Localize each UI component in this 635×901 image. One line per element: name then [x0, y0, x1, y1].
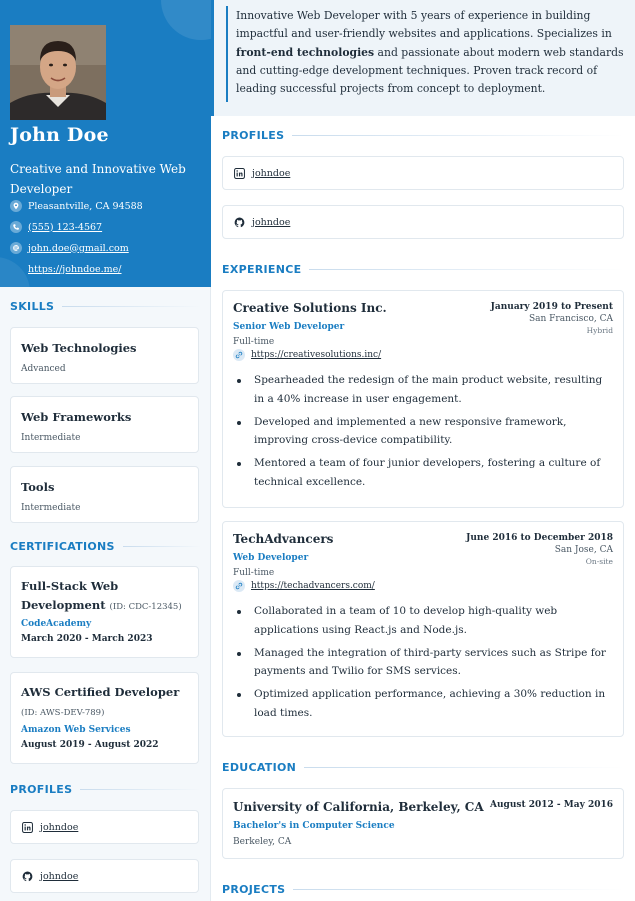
- avatar-photo: [10, 25, 106, 120]
- certification-dates: August 2019 - August 2022: [21, 740, 159, 750]
- skill-level: Intermediate: [21, 433, 81, 443]
- experience-highlights: [233, 371, 608, 496]
- experience-card: [222, 290, 624, 508]
- person-name: John Doe: [10, 124, 109, 146]
- experience-highlights: [233, 602, 608, 727]
- certification-id: (ID: CDC-12345): [109, 602, 182, 612]
- person-tagline: Creative and Innovative Web Developer: [10, 162, 186, 196]
- projects-section-title: [222, 883, 624, 896]
- profile-card-github[interactable]: [222, 205, 624, 239]
- divider: [293, 889, 624, 890]
- divider: [123, 546, 201, 547]
- experience-role: Senior Web Developer: [233, 322, 345, 332]
- summary-block: [211, 0, 635, 116]
- experience-role: Web Developer: [233, 553, 309, 563]
- experience-url: [233, 349, 381, 361]
- experience-company: Creative Solutions Inc.: [233, 301, 387, 315]
- avatar: [10, 25, 106, 120]
- summary-text-part: and passionate about modern web standards and cutting-edge development techniques. Proven track record of leading successful projects from concept to deployment.: [236, 45, 624, 96]
- website-link[interactable]: https://johndoe.me/: [28, 263, 122, 275]
- divider: [304, 767, 624, 768]
- certification-id: (ID: AWS-DEV-789): [21, 708, 105, 718]
- profiles-heading: PROFILES: [10, 783, 73, 796]
- certification-issuer: CodeAcademy: [21, 619, 92, 629]
- skills-section-title: [10, 300, 201, 313]
- profiles-heading: PROFILES: [222, 129, 285, 142]
- experience-card: [222, 521, 624, 737]
- profile-card-linkedin[interactable]: [222, 156, 624, 190]
- divider: [292, 135, 624, 136]
- github-username[interactable]: johndoe: [252, 216, 291, 228]
- summary-accent-bar: [226, 6, 228, 102]
- skill-name: Web Frameworks: [21, 410, 132, 424]
- certification-card: [10, 672, 199, 764]
- experience-meta: [466, 532, 613, 568]
- certification-title: [21, 683, 188, 723]
- education-school: University of California, Berkeley, CA: [233, 800, 484, 814]
- experience-dates: June 2016 to December 2018: [466, 533, 613, 543]
- list-item: Collaborated in a team of 10 to develop high-quality web applications using React.js and Node.js.: [233, 602, 608, 639]
- experience-url-link[interactable]: https://creativesolutions.inc/: [251, 350, 382, 360]
- experience-dates: January 2019 to Present: [490, 302, 613, 312]
- skill-card: [10, 396, 199, 453]
- skills-heading: SKILLS: [10, 300, 55, 313]
- main-profiles-section-title: [222, 129, 624, 142]
- experience-type: Full-time: [233, 568, 275, 578]
- certification-title: [21, 577, 188, 617]
- linkedin-username[interactable]: johndoe: [252, 167, 291, 179]
- experience-location: San Jose, CA: [554, 545, 613, 555]
- skill-card: [10, 466, 199, 523]
- linkedin-icon: [234, 168, 245, 179]
- sidebar-header: [0, 0, 211, 287]
- education-dates: August 2012 - May 2016: [490, 800, 613, 810]
- projects-heading: PROJECTS: [222, 883, 286, 896]
- certification-dates: March 2020 - March 2023: [21, 634, 153, 644]
- link-icon: [233, 580, 245, 592]
- profile-card-github[interactable]: [10, 859, 199, 893]
- contact-location: [10, 198, 143, 214]
- experience-location: San Francisco, CA: [528, 314, 613, 324]
- certification-name: AWS Certified Developer: [21, 685, 180, 699]
- linkedin-icon: [22, 822, 33, 833]
- contact-phone: [10, 219, 102, 235]
- phone-link[interactable]: (555) 123-4567: [28, 221, 103, 233]
- github-username[interactable]: johndoe: [40, 870, 79, 882]
- email-link[interactable]: john.doe@gmail.com: [28, 242, 129, 254]
- divider: [309, 269, 624, 270]
- contact-website: [10, 261, 122, 277]
- skill-level: Intermediate: [21, 503, 81, 513]
- profile-card-linkedin[interactable]: [10, 810, 199, 844]
- list-item: Optimized application performance, achieving a 30% reduction in load times.: [233, 685, 608, 722]
- experience-mode: Hybrid: [586, 326, 613, 335]
- certification-name: Full-Stack Web Development: [21, 579, 119, 612]
- list-item: Developed and implemented a new responsive framework, improving cross-device compatibility.: [233, 413, 608, 450]
- link-icon: [233, 349, 245, 361]
- experience-company: TechAdvancers: [233, 532, 334, 546]
- divider: [62, 306, 201, 307]
- list-item: Mentored a team of four junior developers, fostering a culture of technical excellence.: [233, 454, 608, 491]
- at-sign-icon: [10, 242, 22, 254]
- github-icon: [234, 217, 245, 228]
- certification-card: [10, 566, 199, 658]
- location-pin-icon: [10, 200, 22, 212]
- contact-email: [10, 240, 129, 256]
- skill-card: [10, 327, 199, 384]
- summary-text-part: Innovative Web Developer with 5 years of experience in building impactful and user-friendly websites and applications. Specializes in: [236, 9, 612, 41]
- list-item: Managed the integration of third-party services such as Stripe for payments and Twilio for SMS services.: [233, 644, 608, 681]
- experience-type: Full-time: [233, 337, 275, 347]
- experience-section-title: [222, 263, 624, 276]
- skill-name: Tools: [21, 480, 55, 494]
- summary-text: [236, 7, 626, 98]
- certification-issuer: Amazon Web Services: [21, 725, 131, 735]
- education-location: Berkeley, CA: [233, 837, 292, 847]
- phone-icon: [10, 221, 22, 233]
- experience-url-link[interactable]: https://techadvancers.com/: [251, 581, 375, 591]
- experience-meta: [491, 301, 613, 337]
- experience-mode: On-site: [585, 557, 613, 566]
- summary-text-emphasis: front-end technologies: [236, 45, 375, 59]
- decorative-circle: [161, 0, 211, 40]
- certifications-section-title: [10, 540, 201, 553]
- education-degree: Bachelor's in Computer Science: [233, 821, 395, 831]
- certifications-heading: CERTIFICATIONS: [10, 540, 115, 553]
- profiles-section-title: [10, 783, 201, 796]
- location-text: Pleasantville, CA 94588: [28, 200, 143, 212]
- sidebar: [0, 0, 211, 901]
- linkedin-username[interactable]: johndoe: [40, 821, 79, 833]
- skill-level: Advanced: [21, 364, 66, 374]
- education-section-title: [222, 761, 624, 774]
- divider: [80, 789, 201, 790]
- github-icon: [22, 871, 33, 882]
- experience-url: [233, 580, 375, 592]
- list-item: Spearheaded the redesign of the main product website, resulting in a 40% increase in user engagement.: [233, 371, 608, 408]
- education-heading: EDUCATION: [222, 761, 297, 774]
- skill-name: Web Technologies: [21, 341, 137, 355]
- experience-heading: EXPERIENCE: [222, 263, 302, 276]
- education-card: [222, 788, 624, 859]
